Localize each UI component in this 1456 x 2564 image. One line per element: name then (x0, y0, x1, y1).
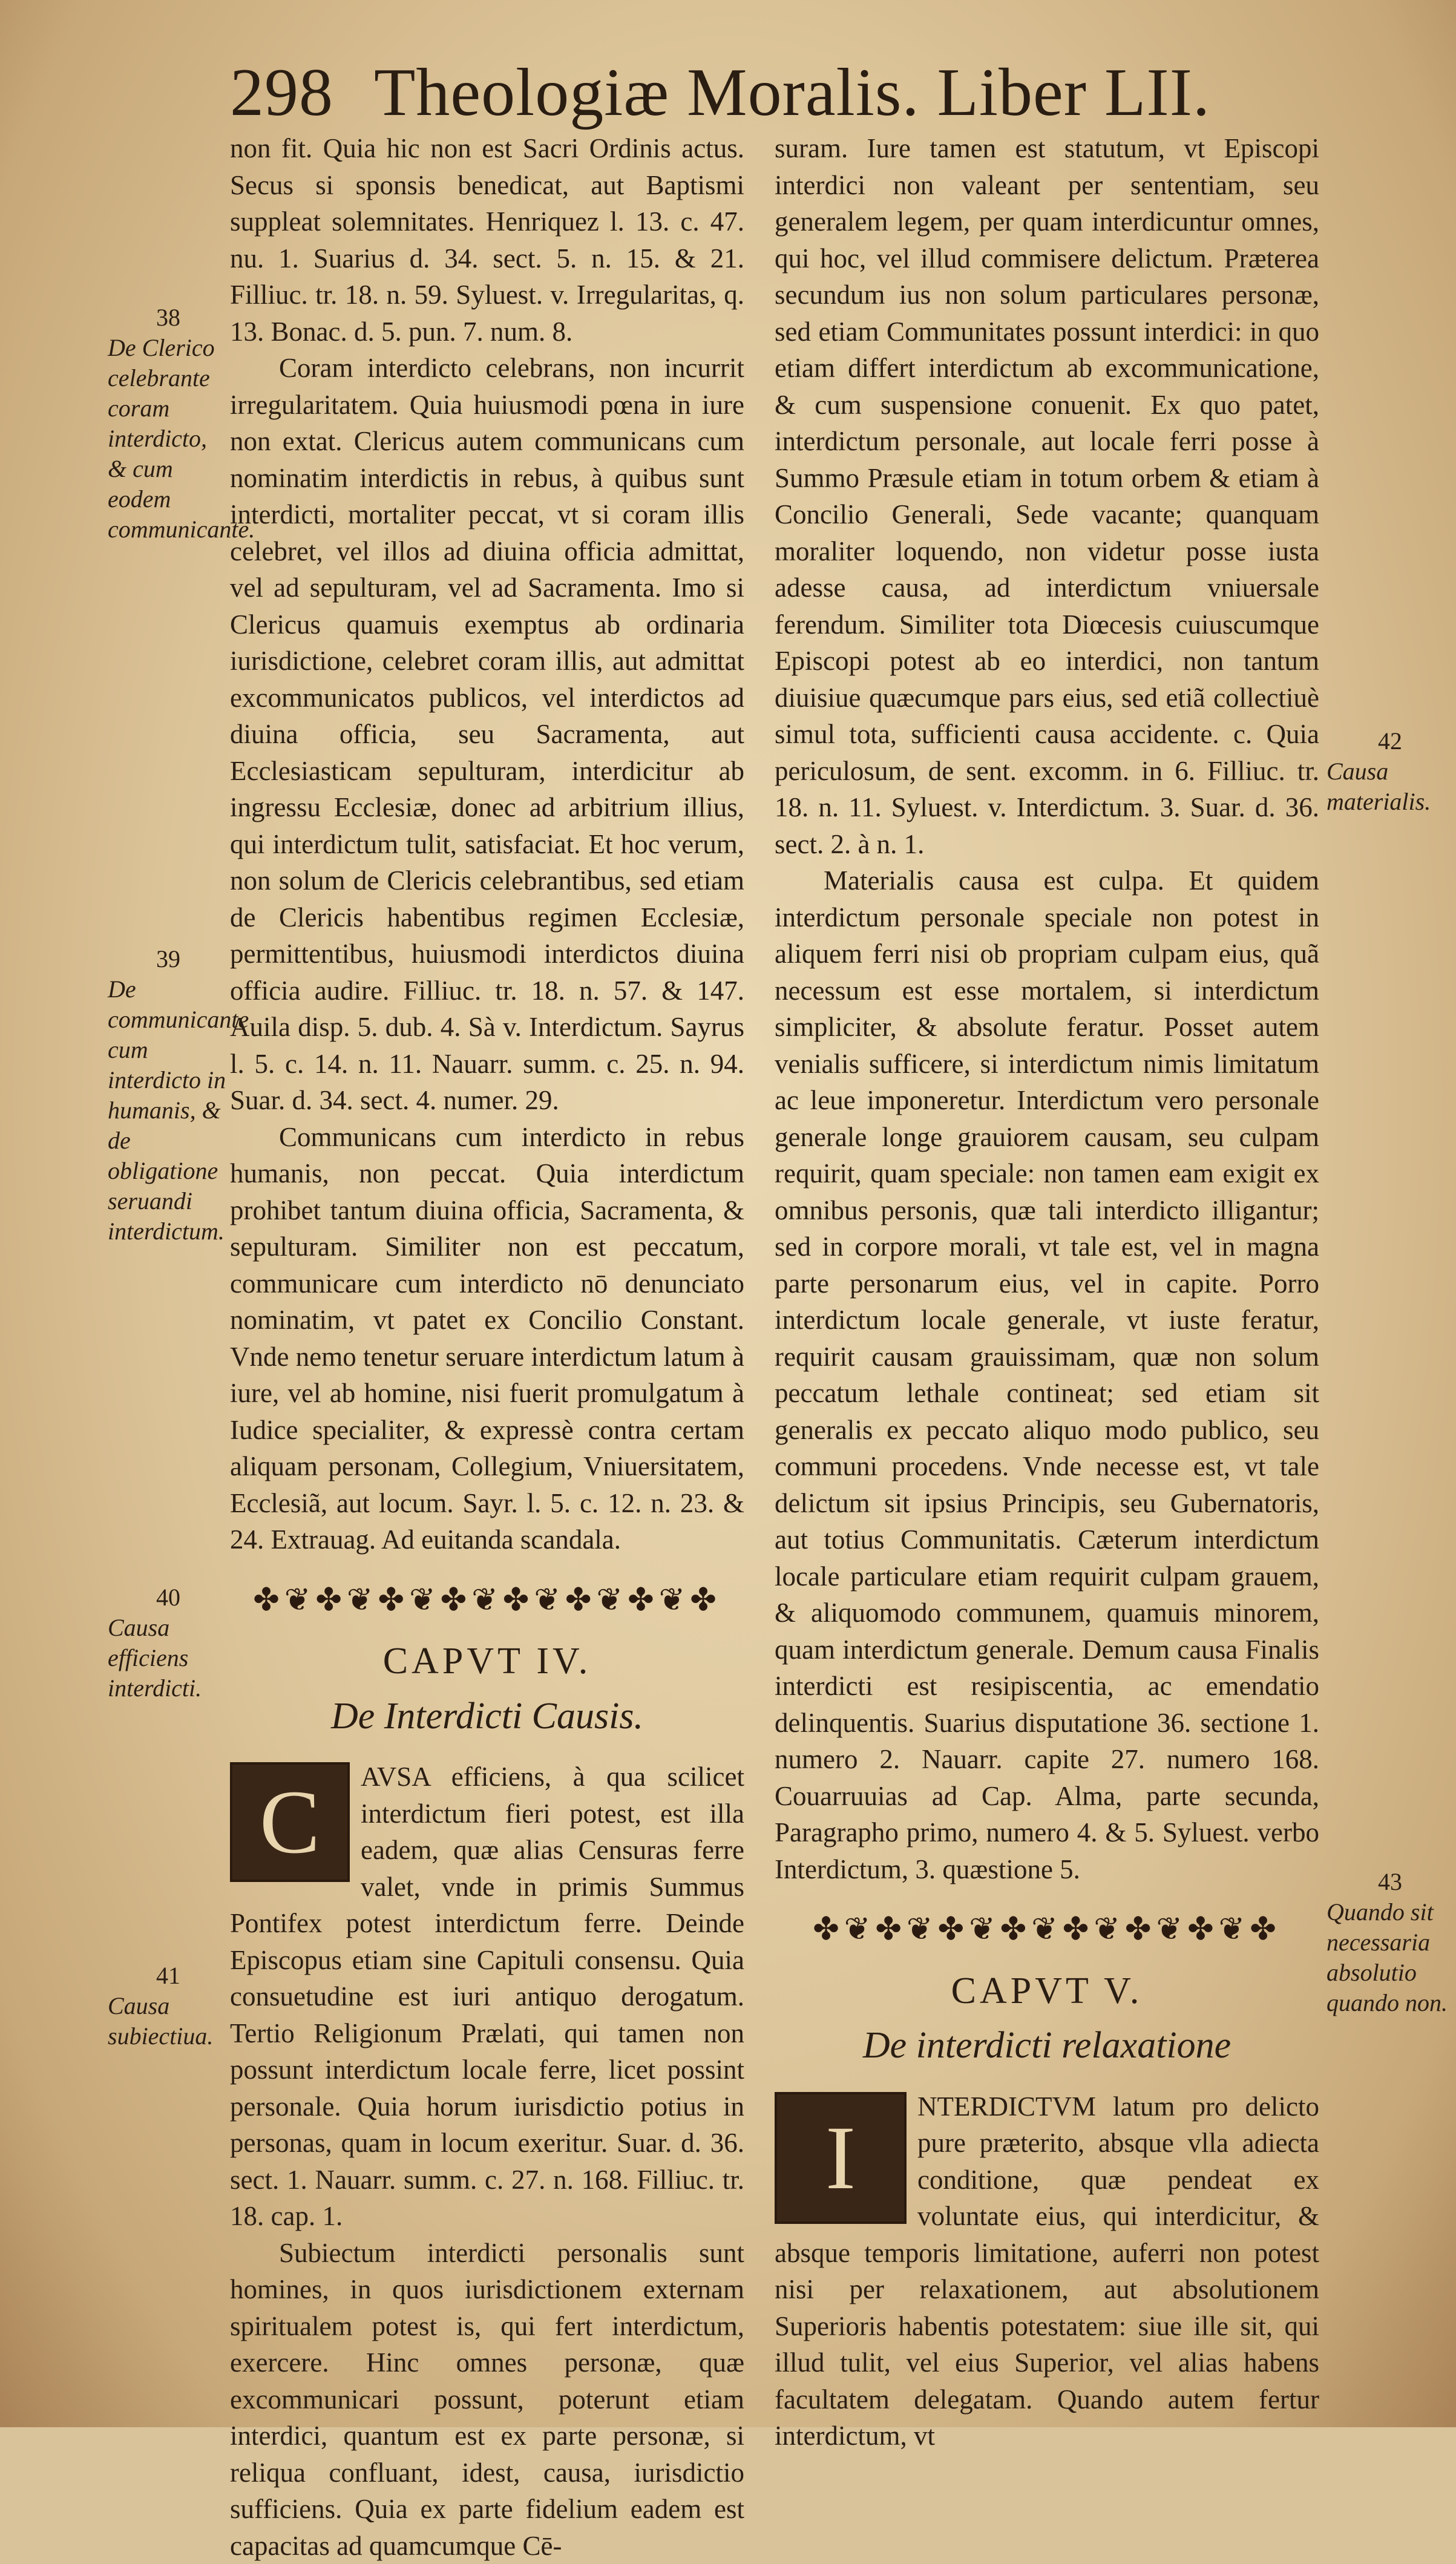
right-column (775, 130, 1319, 2369)
margin-note-42: 42 Causa materialis. (1326, 726, 1454, 817)
page-number: 298 (230, 55, 333, 130)
paragraph: Communicans cum interdicto in rebus humanis, non peccat. Quia interdictum prohibet tantum diuina officia, Sacramenta, & sepulturam. Similiter non est peccatum, communicare cum interdicto nō denunciato nominatim, vt patet ex Concilio Constant. Vnde nemo tenetur seruare interdictum latum à iure, vel ab homine, nisi fuerit promulgatum à Iudice specialiter, & expressè contra certam aliquam personam, Collegium, Vniuersitatem, Ecclesiã, aut locum. Sayr. l. 5. c. 12. n. 23. & 24. Extrauag. Ad euitanda scandala. (230, 1119, 744, 1558)
margin-note-41: 41 Causa subiectiua. (108, 1961, 229, 2051)
drop-cap: C (230, 1762, 350, 1882)
paragraph: Materialis causa est culpa. Et quidem interdictum personale speciale non potest in aliquem ferri nisi ob propriam culpam eius, quã necessum est esse mortalem, si interdictum simpliciter, & absolute feratur. Posset autem venialis sufficere, si interdictum nimis limitatum ac leue imponeretur. Interdictum vero personale generale longe grauiorem causam, seu culpam requirit, quam speciale: non tamen eam exigit ex omnibus personis, quæ tali interdicto illigantur; sed in corpore morali, vt tale est, vel in magna parte personarum eius, vel in capite. Porro interdictum locale generale, vt iuste feratur, requirit causam grauissimam, quæ non solum peccatum lethale contineat; sed etiam sit generalis ex peccato aliquo modo publico, seu communi procedens. Vnde necesse est, vt tale delictum sit ipsius Principis, seu Gubernatoris, aut totius Communitatis. Cæterum interdictum locale particulare etiam requirit culpam grauem, & aliquomodo communem, quamuis minorem, quam interdictum generale. Demum causa Finalis interdicti est resipiscentia, ac emendatio delinquentis. Suarius disputatione 36. sectione 1. numero 2. Nauarr. capite 27. numero 168. Couarruuias ad Cap. Alma, parte secunda, Paragrapho primo, numero 4. & 5. Syluest. verbo Interdictum, 3. quæstione 5. (775, 862, 1319, 1887)
chapter-heading: CAPVT IV. (230, 1643, 744, 1680)
chapter-subtitle: De interdicti relaxatione (775, 2027, 1319, 2064)
chapter-heading: CAPVT V. (775, 1973, 1319, 2010)
margin-note-40: 40 Causa efficiens interdicti. (108, 1582, 229, 1703)
left-column (230, 130, 744, 2369)
drop-cap: I (775, 2092, 907, 2224)
margin-note-39: 39 De communicante cum interdicto in humanis, & de obligatione seruandi interdictum. (108, 944, 229, 1247)
ornament-band: ✤❦✤❦✤❦✤❦✤❦✤❦✤❦✤ (775, 1912, 1319, 1949)
running-title: Theologiæ Moralis. Liber LII. (374, 55, 1210, 130)
chapter-subtitle: De Interdicti Causis. (230, 1698, 744, 1735)
paragraph: Coram interdicto celebrans, non incurrit irregularitatem. Quia huiusmodi pœna in iure non extat. Clericus autem communicans cum nominatim interdictis in rebus, à quibus sunt interdicti, mortaliter peccat, vt si coram illis celebret, vel illos ad diuina officia admittat, vel ad sepulturam, vel ad Sacramenta. Imo si Clericus quamuis exemptus ab ordinaria iurisdictione, celebret coram illis, aut admittat excommunicatos publicos, vel interdictos ad diuina officia, seu Sacramenta, aut Ecclesiasticam sepulturam, interdicitur ab ingressu Ecclesiæ, donec ad arbitrium illius, qui interdictum tulit, satisfaciat. Et hoc verum, non solum de Clericis celebrantibus, sed etiam de Clericis habentibus regimen Ecclesiæ, permittentibus, huiusmodi interdictos diuina officia audire. Filliuc. tr. 18. n. 57. & 147. Auila disp. 5. dub. 4. Sà v. Interdictum. Sayrus l. 5. c. 14. n. 11. Nauarr. summ. c. 25. n. 94. Suar. d. 34. sect. 4. numer. 29. (230, 350, 744, 1119)
page-header (230, 47, 1259, 138)
paragraph: suram. Iure tamen est statutum, vt Episcopi interdici non valeant per sententiam, seu generalem legem, per quam interdicuntur omnes, qui hoc, vel illud commisere delictum. Præterea secundum ius non solum particulares personæ, sed etiam Communitates possunt interdici: in quo etiam differt interdictum ab excommunicatione, & cum suspensione conuenit. Ex quo patet, interdictum personale, aut locale ferri posse à Summo Præsule etiam in totum orbem & etiam à Concilio Generali, Sede vacante; quanquam moraliter loquendo, non videtur posse iusta adesse causa, ad interdictum vniuersale ferendum. Similiter tota Diœcesis cuiuscumque Episcopi potest ab eo interdici, non tantum diuisiue quæcumque pars eius, sed etiã collectiuè simul tota, sufficienti causa accidente. c. Quia periculosum, de sent. excomm. in 6. Filliuc. tr. 18. n. 11. Syluest. v. Interdictum. 3. Suar. d. 36. sect. 2. à n. 1. (775, 130, 1319, 862)
margin-note-38: 38 De Clerico celebrante coram interdicto, & cum eodem communicante. (108, 303, 229, 545)
ornament-band: ✤❦✤❦✤❦✤❦✤❦✤❦✤❦✤ (230, 1582, 744, 1619)
paragraph: NTERDICTVM latum pro delicto pure præterito, absque vlla adiecta conditione, quæ pendeat ex voluntate eius, qui interdicitur, & absque temporis limitatione, auferri non potest nisi per relaxationem, aut absolutionem Superioris habentis potestatem: siue ille sit, qui illud tulit, vel eius Superior, vel alias habens facultatem delegatam. Quando autem fertur interdictum, vt (775, 2088, 1319, 2454)
margin-note-43: 43 Quando sit necessaria absolutio quando non. (1326, 1867, 1454, 2018)
paragraph: non fit. Quia hic non est Sacri Ordinis actus. Secus si sponsis benedicat, aut Baptismi suppleat solemnitates. Henriquez l. 13. c. 47. nu. 1. Suarius d. 34. sect. 5. n. 15. & 21. Filliuc. tr. 18. n. 59. Syluest. v. Irregularitas, q. 13. Bonac. d. 5. pun. 7. num. 8. (230, 130, 744, 350)
paragraph: Subiectum interdicti personalis sunt homines, in quos iurisdictionem externam spiritualem potest is, qui fert interdictum, exercere. Hinc omnes personæ, quæ excommunicari possunt, poterunt etiam interdici, quantum est ex parte personæ, si reliqua confluant, idest, causa, iurisdictio sufficiens. Quia ex parte fidelium eadem est capacitas ad quamcumque Cē- (230, 2235, 744, 2564)
paragraph: AVSA efficiens, à qua scilicet interdictum fieri potest, est illa eadem, quæ alias Censuras ferre valet, vnde in primis Summus Pontifex potest interdictum ferre. Deinde Episcopus etiam sine Capituli consensu. Quia consuetudine est iuri antiquo derogatum. Tertio Religionum Prælati, qui tamen non possunt interdictum locale ferre, licet possint personale. Quia horum iurisdictio potius in personas, quam in locum exeritur. Suar. d. 36. sect. 1. Nauarr. summ. c. 27. n. 168. Filliuc. tr. 18. cap. 1. (230, 1759, 744, 2235)
